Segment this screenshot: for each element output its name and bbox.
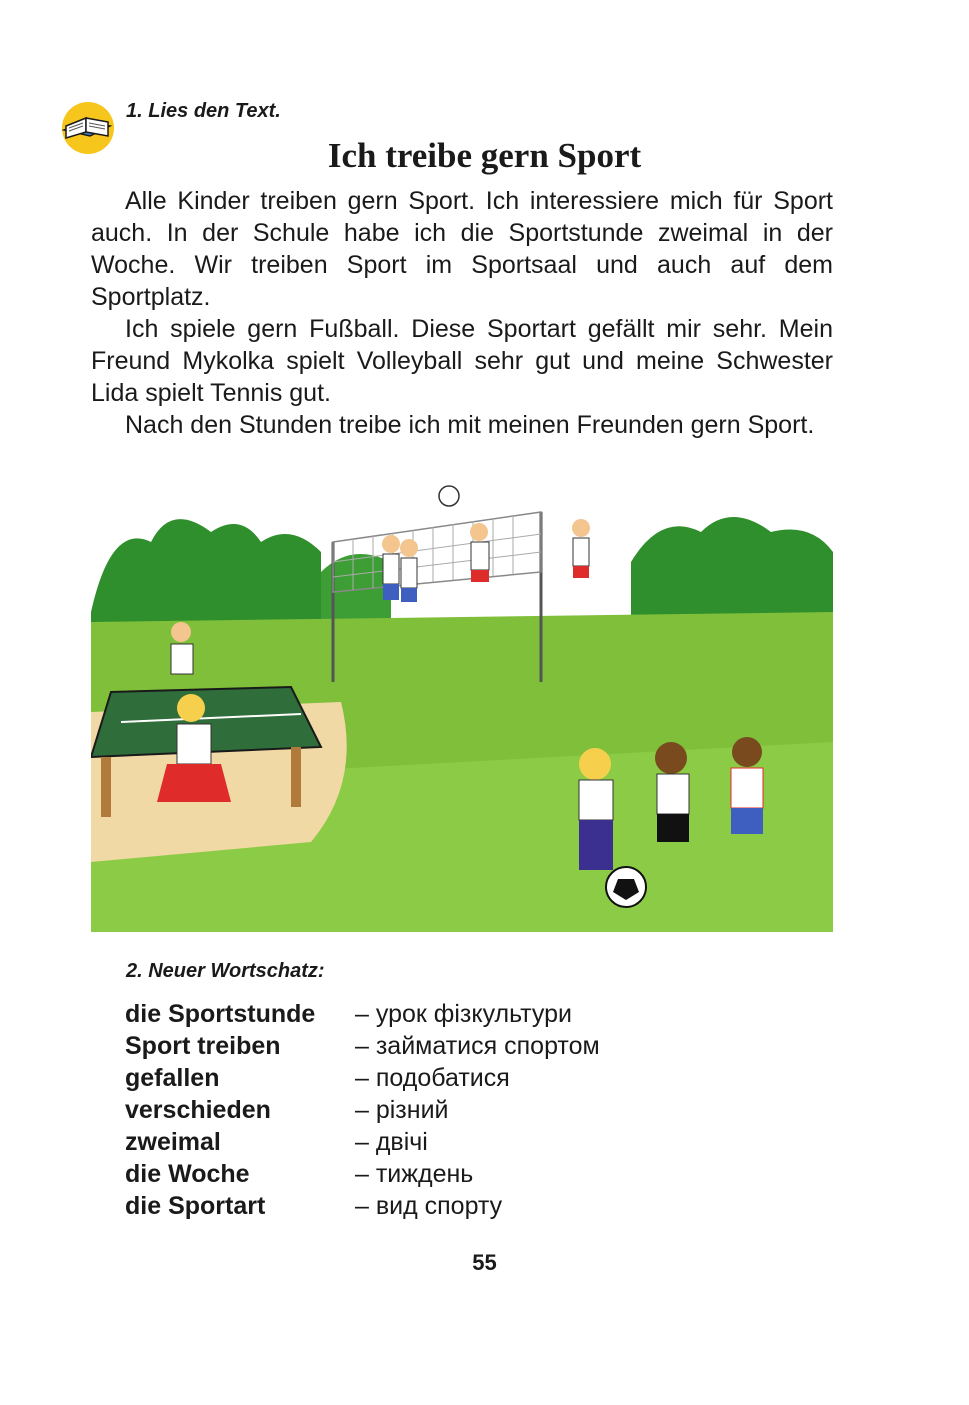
vocab-ukrainian: – двічі: [355, 1127, 428, 1156]
vocabulary-row: [125, 1030, 600, 1062]
vocab-ukrainian: – урок фізкультури: [355, 999, 572, 1028]
vocabulary-row: [125, 1062, 600, 1094]
vocab-german: Sport treiben: [125, 1031, 281, 1060]
vocab-ukrainian: – тиждень: [355, 1159, 474, 1188]
vocab-german: gefallen: [125, 1063, 220, 1092]
vocabulary-row: [125, 1126, 600, 1158]
vocab-ukrainian: – вид спорту: [355, 1191, 503, 1220]
vocabulary-row: [125, 1158, 600, 1190]
paragraph: Nach den Stunden treibe ich mit meinen Freunden gern Sport.: [125, 411, 815, 439]
vocabulary-row: [125, 1190, 600, 1222]
page-number: 55: [472, 1250, 497, 1275]
vocab-ukrainian: – подобатися: [355, 1063, 510, 1092]
vocab-german: verschieden: [125, 1095, 271, 1124]
task-2-label: 2. Neuer Wortschatz:: [126, 960, 325, 982]
vocab-german: die Sportstunde: [125, 999, 316, 1028]
vocabulary-row: [125, 998, 600, 1030]
page-title: Ich treibe gern Sport: [327, 136, 642, 175]
vocab-german: zweimal: [125, 1127, 221, 1156]
vocab-ukrainian: – займатися спортом: [355, 1031, 600, 1060]
vocabulary-list: [125, 998, 600, 1222]
sports-field-illustration: [91, 482, 833, 932]
vocab-german: die Woche: [125, 1159, 250, 1188]
task-1-label: 1. Lies den Text.: [126, 100, 281, 122]
vocabulary-row: [125, 1094, 600, 1126]
vocab-ukrainian: – різний: [355, 1095, 449, 1124]
paragraph: Ich spiele gern Fußball. Diese Sportart gefällt mir sehr. Mein Freund Mykolka spielt Volleyball sehr gut und meine Schwester Lida spielt Tennis gut.: [91, 315, 833, 407]
vocab-german: die Sportart: [125, 1191, 266, 1220]
reading-text: [91, 185, 833, 441]
paragraph: Alle Kinder treiben gern Sport. Ich interessiere mich für Sport auch. In der Schule habe ich die Sportstunde zweimal in der Woche. Wir treiben Sport im Sportsaal und auch auf dem Sportplatz.: [91, 187, 833, 311]
